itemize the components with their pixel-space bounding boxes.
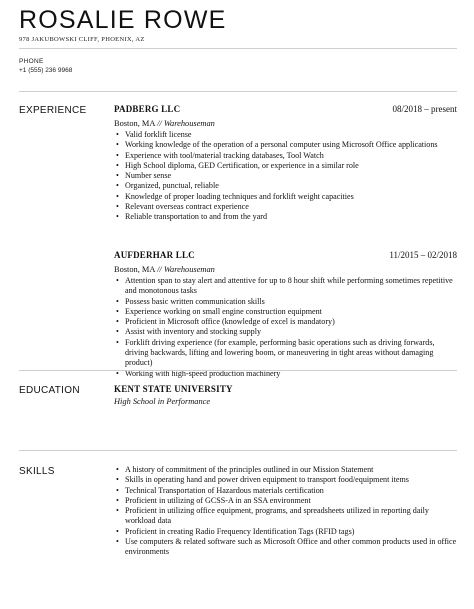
list-item: • Relevant overseas contract experience: [116, 202, 249, 212]
job-role: Warehouseman: [163, 265, 215, 274]
list-item: • Working with high-speed production machinery: [116, 368, 281, 378]
job-location: Boston, MA: [114, 265, 155, 274]
bullet-icon: •: [116, 526, 119, 536]
bullet-icon: •: [116, 130, 119, 139]
bullet-icon: •: [116, 465, 119, 474]
bullet-icon: •: [116, 537, 119, 547]
skills-entry: [114, 465, 457, 558]
phone-value: +1 (555) 236 9968: [19, 67, 73, 74]
bullet-icon: •: [116, 202, 119, 212]
job-dates: 11/2015 – 02/2018: [389, 250, 457, 260]
list-item: • Possess basic written communication skills: [116, 296, 265, 306]
list-item: • Forklift driving experience (for example, performing basic operations such as driving forwards, driving backwards, lifting and lowering boom, or maneuvering in tight areas without damaging product): [116, 337, 435, 368]
list-item: • Reliable transportation to and from the yard: [116, 212, 268, 222]
candidate-name: ROSALIE ROWE: [19, 6, 227, 34]
list-item: • Proficient in utilizing office equipment, programs, and spreadsheets utilized in reporting daily workload data: [116, 506, 429, 526]
skills-section-title: SKILLS: [19, 466, 55, 477]
bullet-icon: •: [116, 327, 119, 337]
education-section-title: EDUCATION: [19, 385, 80, 396]
bullet-icon: •: [116, 337, 119, 347]
separator: //: [157, 265, 164, 274]
bullet-icon: •: [116, 368, 119, 378]
job-role: Warehouseman: [163, 119, 215, 128]
job-header: [114, 250, 457, 263]
bullet-icon: •: [116, 150, 119, 160]
degree: High School in Performance: [114, 397, 211, 406]
job-company: AUFDERHAR LLC: [114, 250, 195, 260]
bullet-icon: •: [116, 495, 119, 505]
job-entry: [114, 104, 457, 223]
bullet-icon: •: [116, 506, 119, 516]
job-header: [114, 104, 457, 117]
list-item: • Attention span to stay alert and attentive for up to 8 hour shift while performing sometimes repetitive and monotonous tasks: [116, 276, 453, 296]
education-entry: [114, 384, 457, 407]
skills-bullets: [114, 465, 457, 558]
list-item: • Proficient in utilizing of GCSS-A in an SSA environment: [116, 495, 311, 505]
job-bullets: [114, 130, 457, 223]
list-item: • Experience working on small engine construction equipment: [116, 306, 322, 316]
list-item: • Assist with inventory and stocking supply: [116, 327, 262, 337]
candidate-address: 978 JAKUBOWSKI CLIFF, PHOENIX, AZ: [19, 36, 145, 43]
list-item: • Organized, punctual, reliable: [116, 181, 219, 191]
list-item: • A history of commitment of the principles outlined in our Mission Statement: [116, 465, 374, 474]
list-item: • Technical Transportation of Hazardous materials certification: [116, 485, 324, 495]
job-location: Boston, MA: [114, 119, 155, 128]
header-divider: [19, 48, 457, 49]
list-item: • Skills in operating hand and power driven equipment to transport food/equipment items: [116, 475, 409, 485]
job-entry: [114, 250, 457, 379]
list-item: • Working knowledge of the operation of a personal computer using Microsoft Office applications: [116, 140, 438, 150]
list-item: • Valid forklift license: [116, 130, 192, 139]
bullet-icon: •: [116, 191, 119, 201]
bullet-icon: •: [116, 181, 119, 191]
bullet-icon: •: [116, 212, 119, 222]
bullet-icon: •: [116, 276, 119, 285]
bullet-icon: •: [116, 485, 119, 495]
separator: //: [157, 119, 164, 128]
bullet-icon: •: [116, 171, 119, 181]
job-dates: 08/2018 – present: [392, 104, 457, 114]
list-item: • Proficient in creating Radio Frequency Identification Tags (RFID tags): [116, 526, 355, 536]
bullet-icon: •: [116, 317, 119, 327]
experience-section-title: EXPERIENCE: [19, 105, 87, 116]
section-divider-education: [19, 370, 457, 371]
list-item: • Number sense: [116, 171, 172, 181]
bullet-icon: •: [116, 296, 119, 306]
list-item: • Proficient in Microsoft office (knowledge of excel is mandatory): [116, 317, 335, 327]
job-location-role: [114, 264, 457, 275]
school-name: KENT STATE UNIVERSITY: [114, 384, 233, 394]
job-company: PADBERG LLC: [114, 104, 181, 114]
section-divider-skills: [19, 450, 457, 451]
bullet-icon: •: [116, 160, 119, 170]
section-divider-experience: [19, 91, 457, 92]
bullet-icon: •: [116, 140, 119, 150]
list-item: • Experience with tool/material tracking databases, Tool Watch: [116, 150, 324, 160]
list-item: • Use computers & related software such as Microsoft Office and other common products used in office environments: [116, 537, 457, 557]
bullet-icon: •: [116, 475, 119, 485]
job-location-role: [114, 118, 457, 129]
list-item: • Knowledge of proper loading techniques and forklift weight capacities: [116, 191, 354, 201]
bullet-icon: •: [116, 306, 119, 316]
list-item: • High School diploma, GED Certification, or experience in a similar role: [116, 160, 359, 170]
phone-label: PHONE: [19, 58, 44, 65]
job-bullets: [114, 276, 457, 379]
